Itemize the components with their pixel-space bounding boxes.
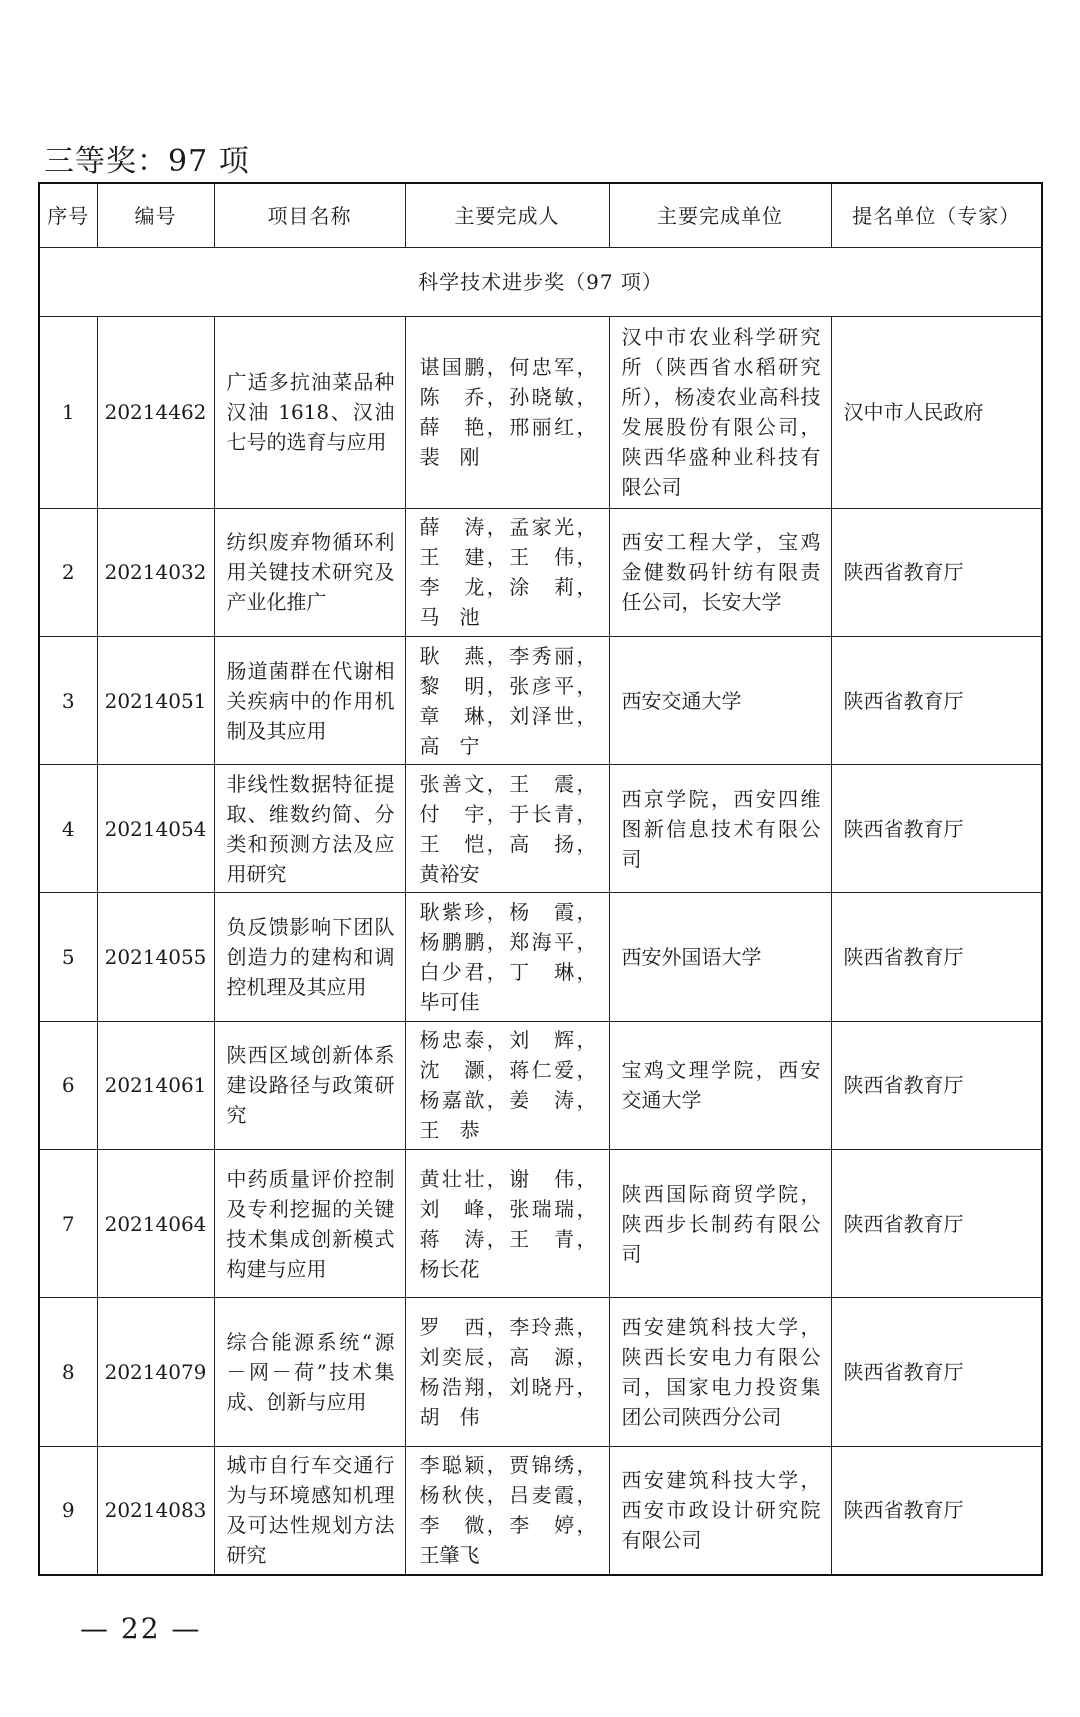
person-line: 付 宇，于长青，: [419, 801, 597, 826]
header-nominator: 提名单位（专家）: [831, 183, 1042, 248]
cell-code: 20214032: [97, 508, 214, 636]
cell-units: 西安交通大学: [609, 636, 831, 764]
cell-no: 2: [39, 508, 97, 636]
cell-people: [405, 1149, 609, 1297]
cell-units: 西安建筑科技大学，西安市政设计研究院有限公司: [609, 1446, 831, 1575]
cell-people: [405, 636, 609, 764]
person-line: 裴 刚: [419, 445, 480, 470]
cell-nominator: 陕西省教育厅: [831, 893, 1042, 1021]
person-line: 沈 灏，蒋仁爱，: [419, 1058, 597, 1083]
cell-units: 西安外国语大学: [609, 893, 831, 1021]
cell-units: 西京学院，西安四维图新信息技术有限公司: [609, 765, 831, 893]
table-row: [39, 1446, 1042, 1575]
person-line: 杨忠泰，刘 辉，: [419, 1028, 597, 1053]
cell-project: 负反馈影响下团队创造力的建构和调控机理及其应用: [214, 893, 405, 1021]
person-line: 张善文，王 震，: [419, 771, 597, 796]
person-line: 白少君，丁 琳，: [419, 960, 597, 985]
cell-nominator: 陕西省教育厅: [831, 1446, 1042, 1575]
person-line: 杨秋侠，吕麦霞，: [419, 1483, 597, 1508]
person-line: 黄裕安: [419, 861, 480, 886]
person-line: 杨浩翔，刘晓丹，: [419, 1374, 597, 1399]
person-line: 杨嘉歆，姜 涛，: [419, 1088, 597, 1113]
cell-units: 陕西国际商贸学院，陕西步长制药有限公司: [609, 1149, 831, 1297]
cell-no: 7: [39, 1149, 97, 1297]
person-line: 王 恺，高 扬，: [419, 831, 597, 856]
cell-code: 20214055: [97, 893, 214, 1021]
person-line: 李聪颖，贾锦绣，: [419, 1453, 597, 1478]
person-line: 李 龙，涂 莉，: [419, 575, 597, 600]
cell-units: 汉中市农业科学研究所（陕西省水稻研究所），杨凌农业高科技发展股份有限公司，陕西华盛种业科技有限公司: [609, 316, 831, 508]
table-row: [39, 1021, 1042, 1149]
header-code: 编号: [97, 183, 214, 248]
table-row: [39, 1298, 1042, 1446]
cell-no: 1: [39, 316, 97, 508]
cell-nominator: 陕西省教育厅: [831, 1149, 1042, 1297]
table-row: [39, 1149, 1042, 1297]
person-line: 蒋 涛，王 青，: [419, 1226, 597, 1251]
person-line: 胡 伟: [419, 1404, 480, 1429]
cell-no: 9: [39, 1446, 97, 1575]
cell-code: 20214064: [97, 1149, 214, 1297]
table-row: [39, 765, 1042, 893]
person-line: 耿紫珍，杨 霞，: [419, 900, 597, 925]
person-line: 薛 艳，邢丽红，: [419, 415, 597, 440]
cell-code: 20214051: [97, 636, 214, 764]
cell-code: 20214462: [97, 316, 214, 508]
cell-people: [405, 1021, 609, 1149]
cell-no: 4: [39, 765, 97, 893]
cell-project: 中药质量评价控制及专利挖掘的关键技术集成创新模式构建与应用: [214, 1149, 405, 1297]
person-line: 李 微，李 婷，: [419, 1513, 597, 1538]
cell-nominator: 陕西省教育厅: [831, 636, 1042, 764]
cell-code: 20214079: [97, 1298, 214, 1446]
cell-people: [405, 316, 609, 508]
cell-units: 宝鸡文理学院，西安交通大学: [609, 1021, 831, 1149]
person-line: 刘奕辰，高 源，: [419, 1344, 597, 1369]
page-number: — 22 —: [80, 1612, 202, 1645]
cell-project: 陕西区域创新体系建设路径与政策研究: [214, 1021, 405, 1149]
cell-nominator: 陕西省教育厅: [831, 765, 1042, 893]
cell-units: 西安建筑科技大学，陕西长安电力有限公司，国家电力投资集团公司陕西分公司: [609, 1298, 831, 1446]
cell-nominator: 汉中市人民政府: [831, 316, 1042, 508]
page-heading: 三等奖：97 项: [44, 144, 250, 179]
cell-code: 20214061: [97, 1021, 214, 1149]
cell-code: 20214083: [97, 1446, 214, 1575]
person-line: 罗 西，李玲燕，: [419, 1314, 597, 1339]
cell-nominator: 陕西省教育厅: [831, 508, 1042, 636]
cell-nominator: 陕西省教育厅: [831, 1021, 1042, 1149]
table-row: [39, 316, 1042, 508]
person-line: 王 恭: [419, 1118, 480, 1143]
person-line: 杨鹏鹏，郑海平，: [419, 930, 597, 955]
person-line: 陈 乔，孙晓敏，: [419, 385, 597, 410]
cell-nominator: 陕西省教育厅: [831, 1298, 1042, 1446]
cell-people: [405, 508, 609, 636]
person-line: 王 建，王 伟，: [419, 545, 597, 570]
cell-people: [405, 765, 609, 893]
cell-project: 纺织废弃物循环利用关键技术研究及产业化推广: [214, 508, 405, 636]
person-line: 毕可佳: [419, 990, 480, 1015]
table-row: [39, 893, 1042, 1021]
cell-no: 8: [39, 1298, 97, 1446]
cell-project: 广适多抗油菜品种汉油 1618、汉油七号的选育与应用: [214, 316, 405, 508]
table-row: [39, 636, 1042, 764]
person-line: 黄壮壮，谢 伟，: [419, 1166, 597, 1191]
person-line: 章 琳，刘泽世，: [419, 703, 597, 728]
person-line: 刘 峰，张瑞瑞，: [419, 1196, 597, 1221]
cell-units: 西安工程大学，宝鸡金健数码针纺有限责任公司，长安大学: [609, 508, 831, 636]
header-project: 项目名称: [214, 183, 405, 248]
cell-no: 6: [39, 1021, 97, 1149]
header-row: [39, 183, 1042, 248]
header-people: 主要完成人: [405, 183, 609, 248]
cell-people: [405, 1446, 609, 1575]
cell-project: 非线性数据特征提取、维数约简、分类和预测方法及应用研究: [214, 765, 405, 893]
cell-project: 综合能源系统“源－网－荷”技术集成、创新与应用: [214, 1298, 405, 1446]
header-units: 主要完成单位: [609, 183, 831, 248]
cell-people: [405, 1298, 609, 1446]
cell-no: 5: [39, 893, 97, 1021]
cell-code: 20214054: [97, 765, 214, 893]
header-no: 序号: [39, 183, 97, 248]
section-row: [39, 248, 1042, 317]
table-row: [39, 508, 1042, 636]
cell-people: [405, 893, 609, 1021]
cell-project: 肠道菌群在代谢相关疾病中的作用机制及其应用: [214, 636, 405, 764]
person-line: 谌国鹏，何忠军，: [419, 355, 597, 380]
person-line: 薛 涛，孟家光，: [419, 515, 597, 540]
person-line: 高 宁: [419, 733, 480, 758]
person-line: 杨长花: [419, 1256, 480, 1281]
person-line: 马 池: [419, 605, 480, 630]
person-line: 耿 燕，李秀丽，: [419, 643, 597, 668]
cell-no: 3: [39, 636, 97, 764]
section-title: 科学技术进步奖（97 项）: [39, 248, 1042, 317]
award-table: [38, 182, 1043, 1576]
person-line: 王肇飞: [419, 1543, 480, 1568]
cell-project: 城市自行车交通行为与环境感知机理及可达性规划方法研究: [214, 1446, 405, 1575]
person-line: 黎 明，张彦平，: [419, 673, 597, 698]
